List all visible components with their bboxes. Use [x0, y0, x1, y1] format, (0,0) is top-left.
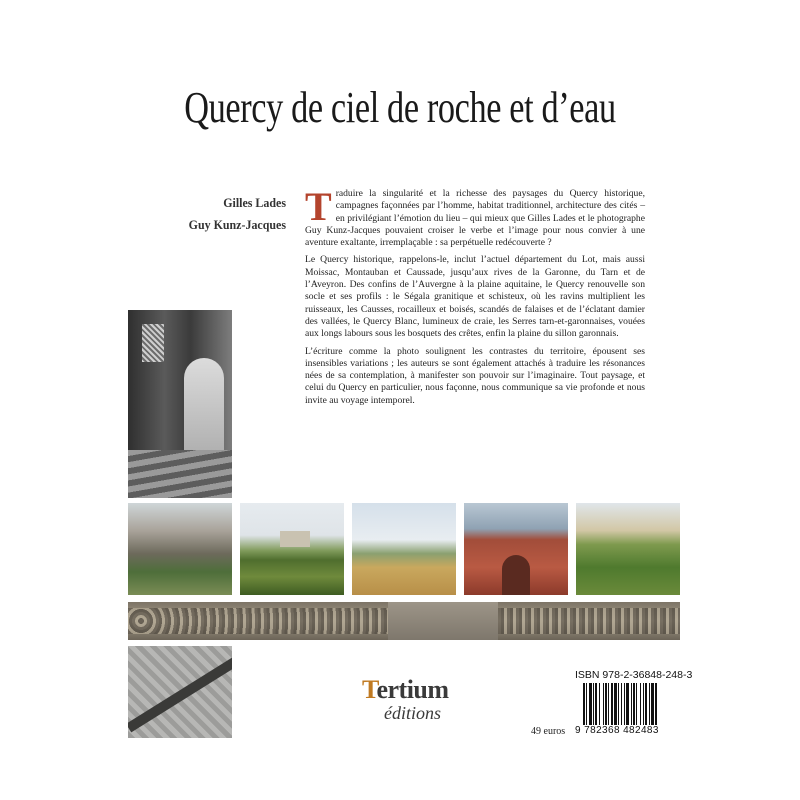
barcode-bar [595, 683, 597, 725]
barcode-bar [621, 683, 622, 725]
barcode-bar [649, 683, 650, 725]
barcode-bar [643, 683, 644, 725]
barcode-bar [605, 683, 607, 725]
barcode-bar [633, 683, 635, 725]
blurb-paragraph [305, 184, 645, 249]
publisher-logo [362, 676, 482, 726]
vineyard-photo [240, 503, 344, 595]
author-name: Guy Kunz-Jacques [188, 217, 286, 232]
cliff-path-photo [128, 503, 232, 595]
barcode-number: 9 782368 482483 [575, 725, 659, 736]
authors [150, 192, 286, 236]
barcode-bar [614, 683, 617, 725]
price: 49 euros [531, 726, 566, 737]
logo-name: ertium [376, 675, 449, 704]
barcode-bars [583, 683, 679, 725]
doorway-photo [128, 310, 232, 498]
barcode-bar [631, 683, 632, 725]
barcode-bar [655, 683, 657, 725]
carved-stone-frieze-photo [128, 602, 680, 640]
barcode-bar [608, 683, 609, 725]
author-name: Gilles Lades [223, 195, 286, 210]
barcode-bar [651, 683, 654, 725]
barcode-bar [589, 683, 592, 725]
barcode-bar [626, 683, 629, 725]
barcode-bar [618, 683, 619, 725]
barcode-bar [636, 683, 637, 725]
cobblestone-photo [128, 646, 232, 738]
logo-initial: T [362, 675, 377, 704]
barcode-bar [611, 683, 613, 725]
barcode-bar [624, 683, 625, 725]
barcode-bar [583, 683, 585, 725]
book-title: Quercy de ciel de roche et d’eau [184, 83, 616, 132]
drop-cap: T [305, 184, 332, 229]
blurb-paragraph: L’écriture comme la photo soulignent les contrastes du territoire, épousent ses insensibles variations ; les auteurs se sont également attachés à traduire les résonances nées de sa contemplation, à manifester son pouvoir sur l’imaginaire. Tout paysage, et celui du Quercy en particulier, nous façonne, nous communique sa vie profonde et nous invite au voyage intemporel. [305, 345, 645, 406]
valley-cliff-photo [576, 503, 680, 595]
blurb-paragraph: Le Quercy historique, rappelons-le, inclut l’actuel département du Lot, mais aussi Moissac, Montauban et Caussade, jusqu’aux rives de la Garonne, du Tarn et de l’Aveyron. Des confins de l’Auvergne à la plaine aquitaine, le Quercy renouvelle son socle et ses profils : le Ségala granitique et schisteux, où les ravins multiplient les ruisseaux, les Causses, rocailleux et boisés, scandés de falaises et de l’éclatant damier des vallées, le Quercy Blanc, lumineux de craie, les Serres tarn-et-garonnaises, vouées aux longs labours sous les bosquets des crêtes, enfin la plaine du sillon garonnais. [305, 254, 645, 340]
back-cover-blurb [305, 184, 645, 412]
barcode-bar [640, 683, 641, 725]
barcode-bar [593, 683, 594, 725]
logo-subtitle: éditions [384, 703, 441, 723]
blurb-text: raduire la singularité et la richesse des paysages du Quercy historique, campagnes façonnées par l’homme, habitat traditionnel, architecture des cités – en privilégiant l’émotion du lieu – qui mieux que Gilles Lades et le photographe Guy Kunz-Jacques pouvaient croiser le verbe et l’image pour nous convier à une aventure exaltante, irremplaçable : sa perpétuelle redécouverte ? [305, 188, 645, 249]
barcode-bar [599, 683, 600, 725]
barcode-bar [645, 683, 647, 725]
barcode-bar [603, 683, 604, 725]
isbn: ISBN 978-2-36848-248-3 [575, 669, 693, 681]
barcode-bar [586, 683, 587, 725]
brick-building-photo [464, 503, 568, 595]
field-landscape-photo [352, 503, 456, 595]
barcode [575, 681, 683, 739]
